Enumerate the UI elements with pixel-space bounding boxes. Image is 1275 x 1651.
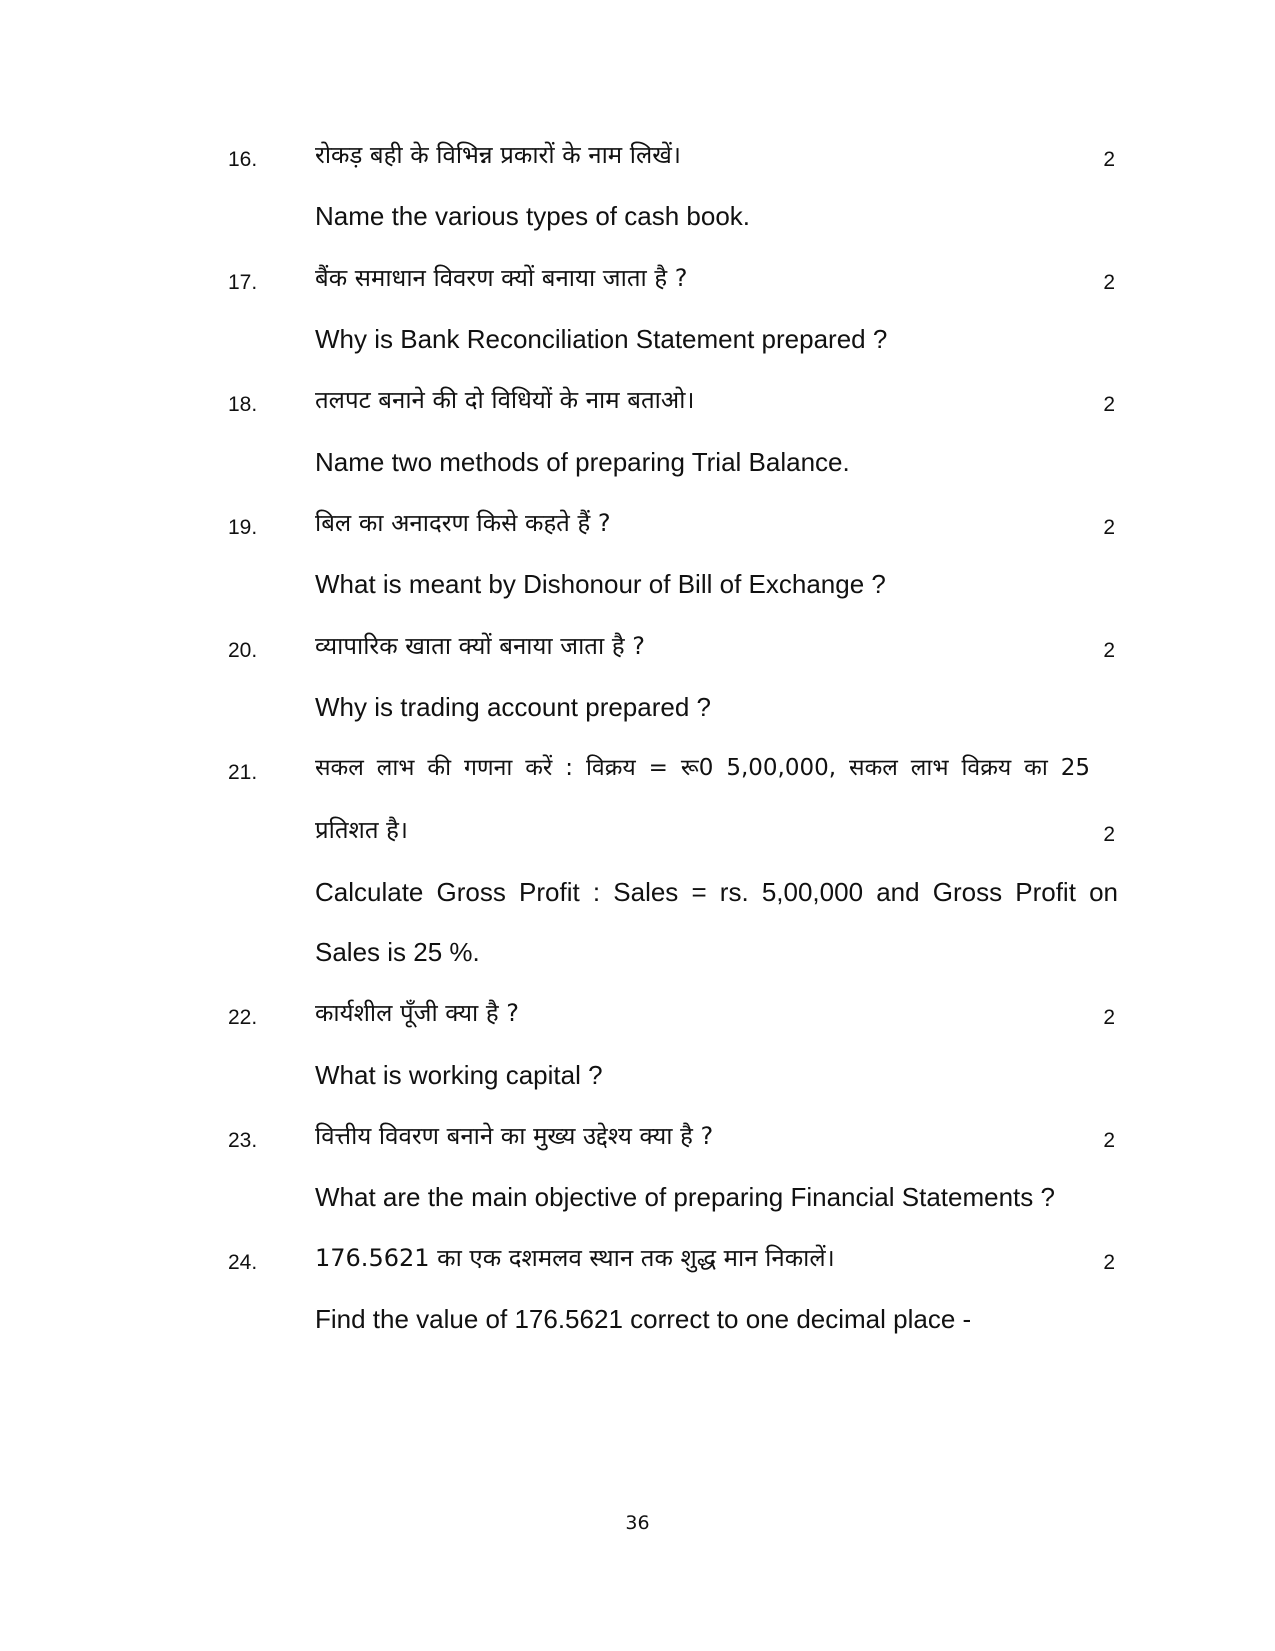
question-21-english-line-1 xyxy=(0,871,1275,911)
question-21-hindi-line-2 xyxy=(0,811,1275,851)
question-21-hindi-line-1 xyxy=(0,749,1275,789)
question-number: 21. xyxy=(228,761,258,784)
question-english-text: What are the main objective of preparing Financial Statements ? xyxy=(315,1182,1055,1212)
question-marks: 2 xyxy=(1103,1006,1115,1029)
question-hindi-text: बैंक समाधान विवरण क्यों बनाया जाता है ? xyxy=(315,264,688,292)
question-english-text: Why is Bank Reconciliation Statement prepared ? xyxy=(315,324,888,354)
question-number: 24. xyxy=(228,1251,258,1274)
question-english-text-continued: Sales is 25 %. xyxy=(315,937,480,967)
question-16-english-line xyxy=(0,195,1275,235)
question-hindi-text: 176.5621 का एक दशमलव स्थान तक शुद्ध मान निकालें। xyxy=(315,1244,835,1272)
question-english-text: Calculate Gross Profit : Sales = rs. 5,00,000 and Gross Profit on xyxy=(315,877,1118,907)
question-hindi-text: तलपट बनाने की दो विधियों के नाम बताओ। xyxy=(315,386,695,414)
question-marks: 2 xyxy=(1103,1251,1115,1274)
question-english-text: Why is trading account prepared ? xyxy=(315,692,711,722)
question-hindi-text: रोकड़ बही के विभिन्न प्रकारों के नाम लिखें। xyxy=(315,141,682,169)
question-20-english-line xyxy=(0,686,1275,726)
question-english-text: What is meant by Dishonour of Bill of Exchange ? xyxy=(315,569,886,599)
question-english-text: Name the various types of cash book. xyxy=(315,201,751,231)
question-number: 19. xyxy=(228,516,258,539)
question-23-hindi-line xyxy=(0,1117,1275,1157)
question-number: 22. xyxy=(228,1006,258,1029)
question-22-hindi-line xyxy=(0,994,1275,1034)
question-number: 17. xyxy=(228,271,258,294)
question-number: 20. xyxy=(228,639,258,662)
question-17-hindi-line xyxy=(0,259,1275,299)
question-marks: 2 xyxy=(1103,1129,1115,1152)
page-number: 36 xyxy=(625,1512,650,1534)
question-marks: 2 xyxy=(1103,271,1115,294)
question-number: 18. xyxy=(228,393,258,416)
question-number: 16. xyxy=(228,148,258,171)
question-hindi-text: बिल का अनादरण किसे कहते हैं ? xyxy=(315,509,611,537)
question-marks: 2 xyxy=(1103,516,1115,539)
question-number: 23. xyxy=(228,1129,258,1152)
question-hindi-text: सकल लाभ की गणना करें : विक्रय = रू0 5,00,000, सकल लाभ विक्रय का 25 xyxy=(315,755,1090,781)
question-20-hindi-line xyxy=(0,627,1275,667)
question-marks: 2 xyxy=(1103,393,1115,416)
question-18-english-line xyxy=(0,441,1275,481)
question-16-hindi-line xyxy=(0,136,1275,176)
question-english-text: Find the value of 176.5621 correct to one decimal place - xyxy=(315,1304,972,1334)
question-english-text: Name two methods of preparing Trial Balance. xyxy=(315,447,850,477)
question-hindi-text: कार्यशील पूँजी क्या है ? xyxy=(315,999,520,1027)
question-18-hindi-line xyxy=(0,381,1275,421)
question-17-english-line xyxy=(0,318,1275,358)
question-hindi-text: व्यापारिक खाता क्यों बनाया जाता है ? xyxy=(315,632,645,660)
question-23-english-line xyxy=(0,1176,1275,1216)
question-hindi-text: वित्तीय विवरण बनाने का मुख्य उद्देश्य क्या है ? xyxy=(315,1122,714,1150)
question-marks: 2 xyxy=(1103,639,1115,662)
question-21-english-line-2 xyxy=(0,931,1275,971)
question-marks: 2 xyxy=(1103,823,1115,846)
question-24-english-line xyxy=(0,1298,1275,1338)
question-22-english-line xyxy=(0,1054,1275,1094)
question-24-hindi-line xyxy=(0,1239,1275,1279)
question-hindi-text-continued: प्रतिशत है। xyxy=(315,816,409,844)
question-english-text: What is working capital ? xyxy=(315,1060,603,1090)
question-marks: 2 xyxy=(1103,148,1115,171)
question-19-hindi-line xyxy=(0,504,1275,544)
question-19-english-line xyxy=(0,563,1275,603)
